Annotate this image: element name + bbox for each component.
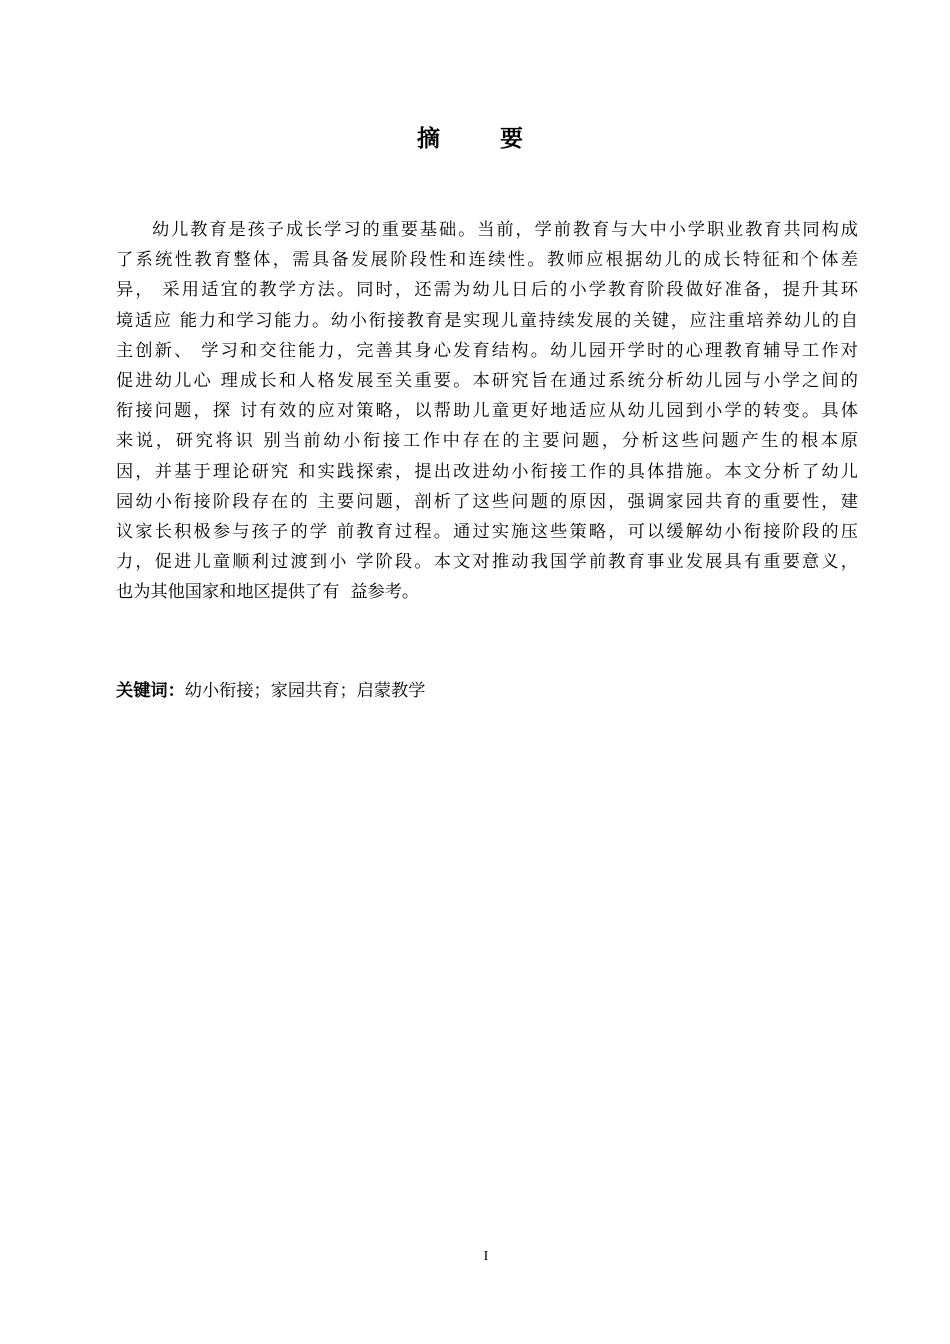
abstract-line: 促进幼儿心 理成长和人格发展至关重要。本研究旨在通过系统分析幼儿园与小学之间的: [116, 370, 858, 391]
abstract-line: 境适应 能力和学习能力。幼小衔接教育是实现儿童持续发展的关键，应注重培养幼儿的自: [116, 310, 858, 331]
abstract-line: 了系统性教育整体，需具备发展阶段性和连续性。教师应根据幼儿的成长特征和个体差: [116, 250, 858, 271]
abstract-line: 幼儿教育是孩子成长学习的重要基础。当前，学前教育与大中小学职业教育共同构成: [152, 220, 858, 240]
abstract-body: [116, 215, 858, 607]
abstract-line: 衔接问题，探 讨有效的应对策略，以帮助儿童更好地适应从幼儿园到小学的转变。具体: [116, 401, 858, 422]
abstract-line: 主创新、 学习和交往能力，完善其身心发育结构。幼儿园开学时的心理教育辅导工作对: [116, 340, 858, 361]
keywords: [116, 676, 425, 706]
abstract-line: 异， 采用适宜的教学方法。同时，还需为幼儿日后的小学教育阶段做好准备，提升其环: [116, 280, 858, 301]
page-title: 摘 要: [416, 126, 549, 152]
page-number: I: [483, 1249, 489, 1264]
abstract-line: 因，并基于理论研究 和实践探索，提出改进幼小衔接工作的具体措施。本文分析了幼儿: [116, 461, 858, 482]
abstract-line: 园幼小衔接阶段存在的 主要问题，剖析了这些问题的原因，强调家园共育的重要性，建: [116, 491, 858, 512]
abstract-line: 也为其他国家和地区提供了有 益参考。: [116, 582, 420, 603]
abstract-line: 力，促进儿童顺利过渡到小 学阶段。本文对推动我国学前教育事业发展具有重要意义，: [116, 552, 858, 573]
abstract-line: 议家长积极参与孩子的学 前教育过程。通过实施这些策略，可以缓解幼小衔接阶段的压: [116, 521, 858, 542]
keywords-label: 关键词：: [116, 681, 185, 701]
keywords-value: 幼小衔接；家园共育；启蒙教学: [184, 681, 426, 701]
abstract-line: 来说，研究将识 别当前幼小衔接工作中存在的主要问题，分析这些问题产生的根本原: [116, 431, 858, 452]
